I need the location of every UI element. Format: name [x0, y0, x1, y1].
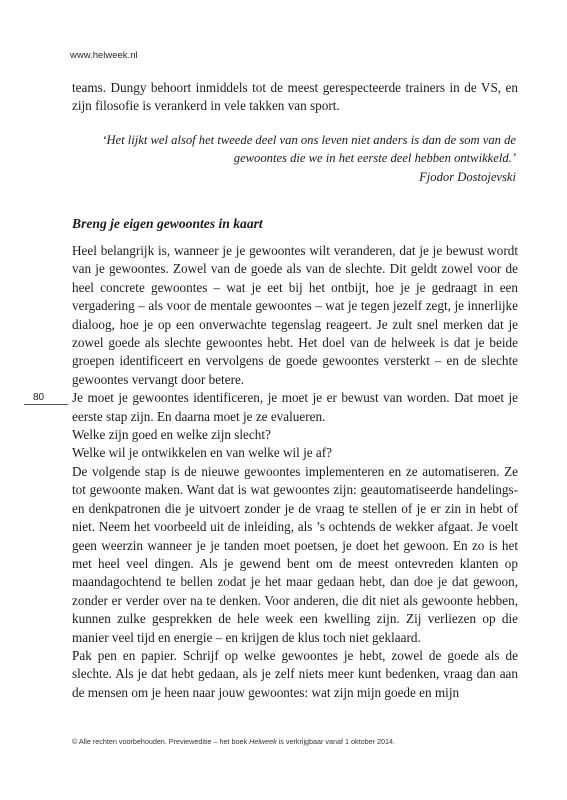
- paragraph: Heel belangrijk is, wanneer je je gewoontes wilt veranderen, dat je je bewust wordt van je gewoontes. Zowel van de goede als van de slechte. Dit geldt zowel voor de heel concrete gewoontes – wat je eet bij het ontbijt, hoe je je gedraagt in een vergadering – als voor de mentale gewoontes – wat je tegen jezelf zegt, je innerlijke dialoog, hoe je op een onverwachte tegenslag reageert. Je zult snel merken dat je zowel goede als slechte gewoontes hebt. Het doel van de helweek is dat je beide groepen identificeert en vervolgens de goede gewoontes versterkt – en de slechte gewoontes vervangt door betere.: [72, 243, 518, 387]
- footer-text: © Alle rechten voorbehouden. Previeweditie – het boek: [72, 737, 250, 746]
- quote-text: ‘Het lijkt wel alsof het tweede deel van ons leven niet anders is dan de som van de gewoontes die we in het eerste deel hebben ontwikkeld.’: [102, 133, 516, 166]
- intro-paragraph: [72, 79, 518, 116]
- paragraph: Pak pen en papier. Schrijf op welke gewoontes je hebt, zowel de goede als de slechte. Als je dat hebt gedaan, als je zelf niets meer kunt bedenken, vraag dan aan de mensen om je heen naar jouw gewoontes: wat zijn mijn goede en mijn: [72, 647, 518, 700]
- body-text: [72, 242, 518, 702]
- quote-block: [74, 131, 516, 186]
- section-heading: Breng je eigen gewoontes in kaart: [72, 216, 263, 231]
- quote-author: Fjodor Dostojevski: [419, 169, 516, 184]
- page-number-rule: [24, 404, 68, 405]
- paragraph: teams. Dungy behoort inmiddels tot de meest gerespecteerde trainers in de VS, en zijn filosofie is verankerd in vele takken van sport.: [72, 80, 518, 114]
- footer-book-title: Helweek: [249, 737, 277, 746]
- paragraph: Welke zijn goed en welke zijn slecht?: [72, 427, 271, 443]
- page-number: 80: [33, 392, 45, 403]
- paragraph: Welke wil je ontwikkelen en van welke wil je af?: [72, 445, 333, 461]
- paragraph: Je moet je gewoontes identificeren, je moet je er bewust van worden. Dat moet je eerste stap zijn. En daarna moet je ze evalueren.: [72, 390, 518, 424]
- footer-copyright: [72, 737, 512, 746]
- footer-text: is verkrijgbaar vanaf 1 oktober 2014.: [276, 737, 395, 746]
- header-url: www.helweek.nl: [70, 50, 138, 61]
- paragraph: De volgende stap is de nieuwe gewoontes implementeren en ze automatiseren. Ze tot gewoonte maken. Want dat is wat gewoontes zijn: geautomatiseerde handelings- en denkpatronen die je uitvoert zonder je de vraag te stellen of je er zin in hebt of niet. Neem het voorbeeld uit de inleiding, als ’s ochtends de wekker afgaat. Je voelt geen weerzin wanneer je je tanden moet poetsen, je doet het gewoon. En zo is het met heel veel dingen. Als je gewend bent om de meest ontevreden klanten op maandagochtend te bellen zodat je het maar gedaan hebt, dan doe je dat gewoon, zonder er verder over na te denken. Voor anderen, die dit niet als gewoonte hebben, kunnen zulke gesprekken de hele week een kwelling zijn. Zij verliezen op die manier veel tijd en energie – en krijgen de klus toch niet geklaard.: [72, 463, 518, 645]
